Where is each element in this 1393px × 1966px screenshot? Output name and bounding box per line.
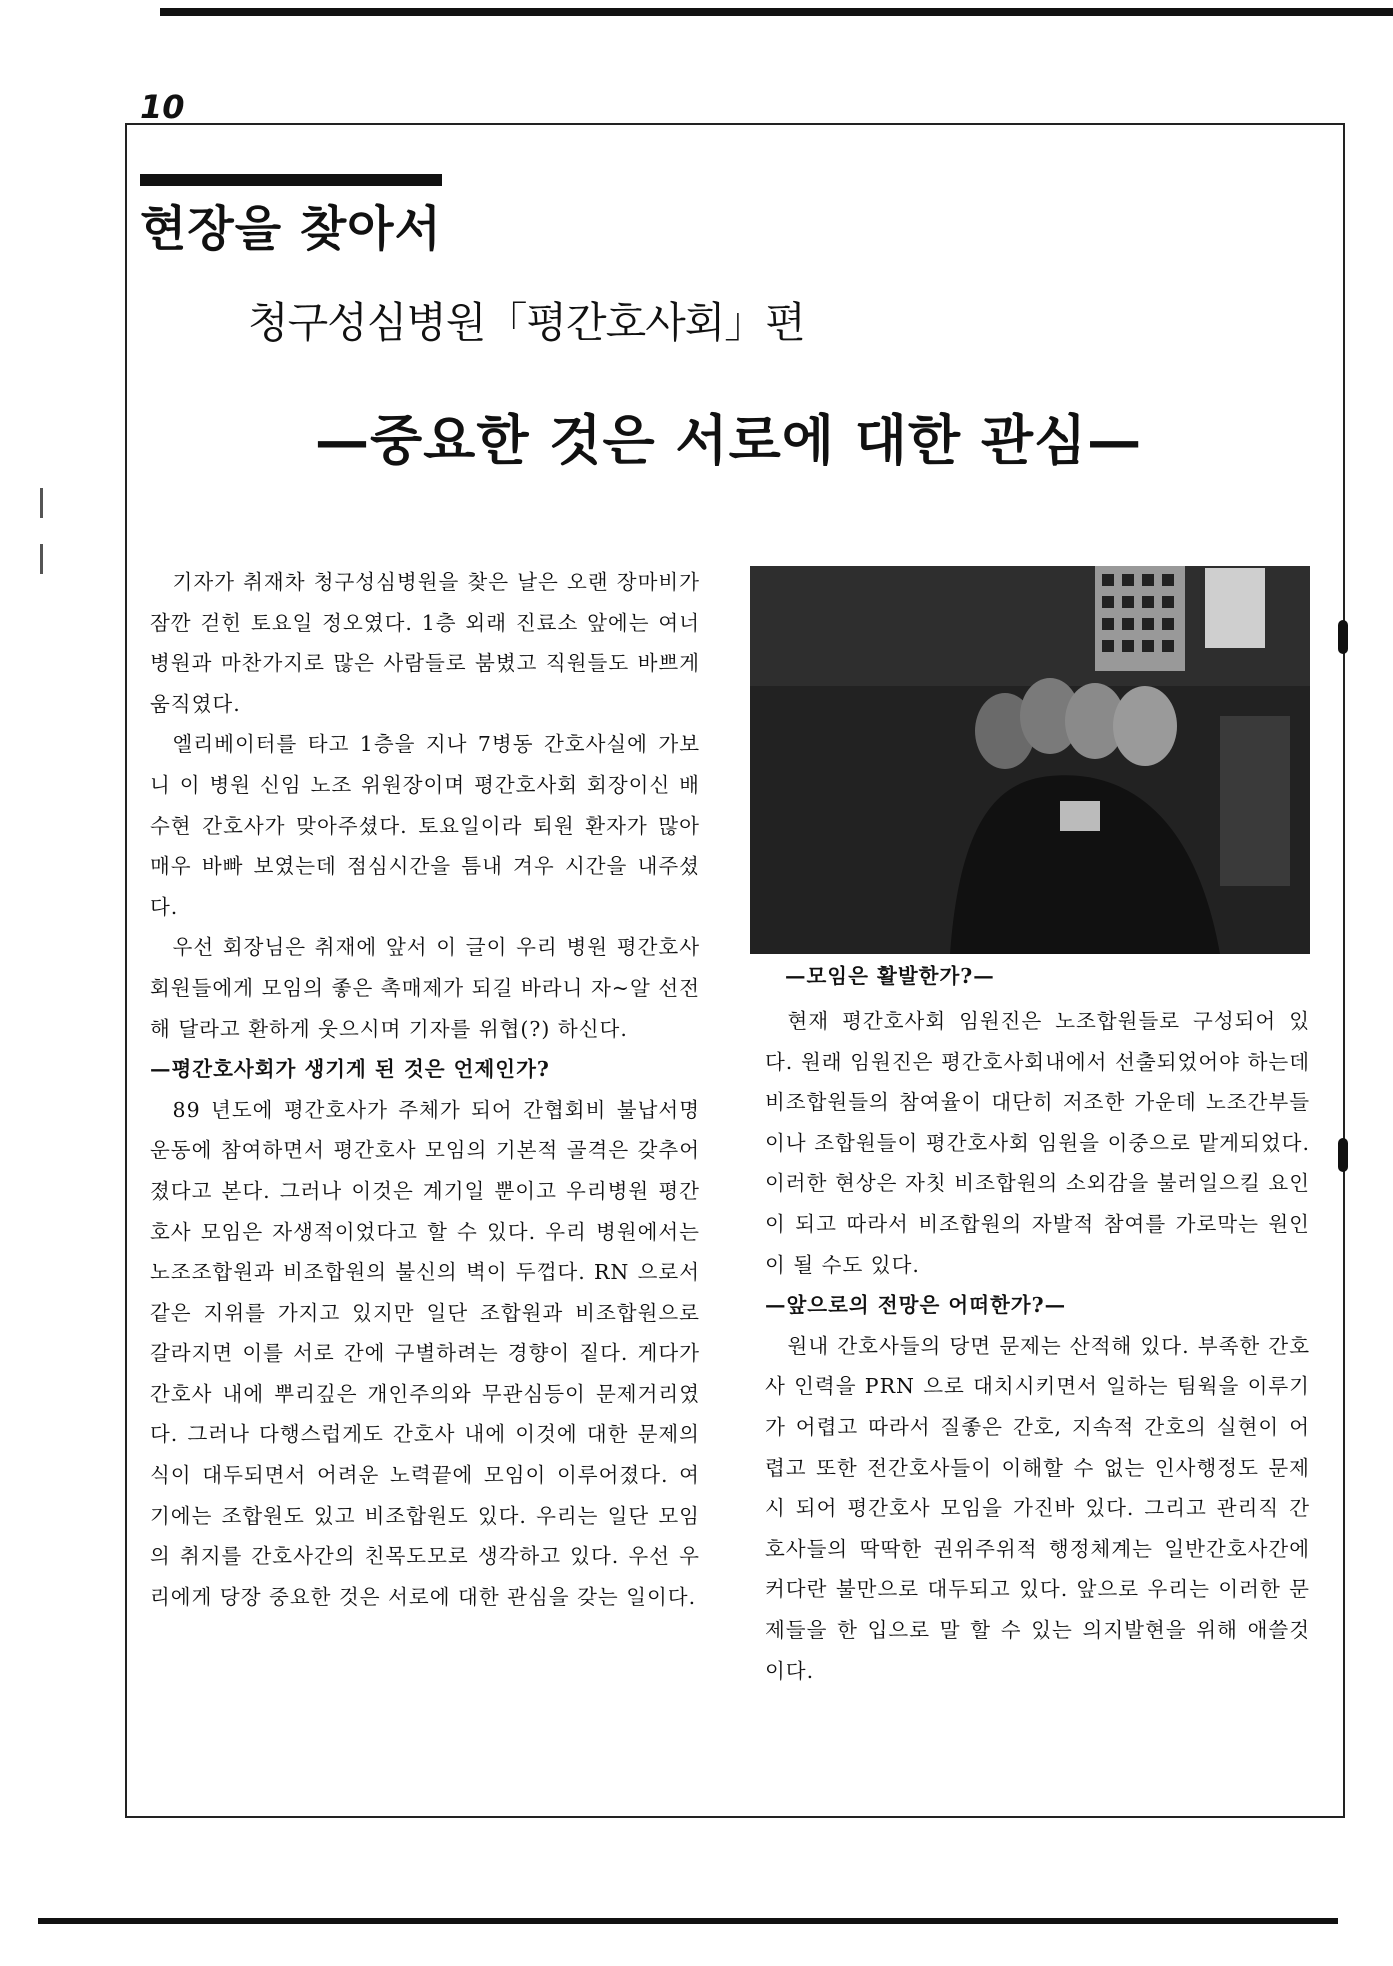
left-column xyxy=(150,562,700,1617)
photo-illustration xyxy=(750,566,1310,954)
answer-paragraph: 89 년도에 평간호사가 주체가 되어 간협회비 불납서명운동에 참여하면서 평간호사 모임의 기본적 골격은 갖추어졌다고 본다. 그러나 이것은 계기일 뿐이고 우리병원 평간호사 모임은 자생적이었다고 할 수 있다. 우리 병원에서는 노조조합원과 비조합원의 불신의 벽이 두껍다. RN 으로서 같은 지위를 가지고 있지만 일단 조합원과 비조합원으로 갈라지면 이를 서로 간에 구별하려는 경향이 짙다. 게다가 간호사 내에 뿌리깊은 개인주의와 무관심등이 문제거리였다. 그러나 다행스럽게도 간호사 내에 이것에 대한 문제의식이 대두되면서 어려운 노력끝에 모임이 이루어졌다. 여기에는 조합원도 있고 비조합원도 있다. 우리는 일단 모임의 취지를 간호사간의 친목도모로 생각하고 있다. 우선 우리에게 당장 중요한 것은 서로에 대한 관심을 갖는 일이다. xyxy=(150,1097,700,1609)
bottom-rule xyxy=(38,1918,1338,1924)
article-subtitle: 청구성심병원「평간호사회」편 xyxy=(248,298,805,347)
question-heading: —평간호사회가 생기게 된 것은 언제인가? xyxy=(150,1057,550,1082)
group-photo xyxy=(750,566,1310,954)
question-heading: —모임은 활발한가?— xyxy=(785,964,995,988)
intro-paragraph: 엘리베이터를 타고 1층을 지나 7병동 간호사실에 가보니 이 병원 신임 노조 위원장이며 평간호사회 회장이신 배수현 간호사가 맞아주셨다. 토요일이라 퇴원 환자가 많아 매우 바빠 보였는데 점심시간을 틈내 겨우 시간을 내주셨다. xyxy=(150,732,700,919)
top-rule xyxy=(160,8,1393,16)
intro-paragraph: 우선 회장님은 취재에 앞서 이 글이 우리 병원 평간호사회원들에게 모임의 좋은 촉매제가 되길 바라니 자~알 선전해 달라고 환하게 웃으시며 기자를 위협(?) 하신다. xyxy=(150,935,700,1041)
intro-paragraph: 기자가 취재차 청구성심병원을 찾은 날은 오랜 장마비가 잠깐 걷힌 토요일 정오였다. 1층 외래 진료소 앞에는 여너 병원과 마찬가지로 많은 사람들로 붐볐고 직원들도 바쁘게 움직였다. xyxy=(150,570,700,716)
question-heading: —앞으로의 전망은 어떠한가?— xyxy=(765,1293,1067,1318)
binding-mark xyxy=(1338,1138,1348,1172)
binding-mark xyxy=(1338,620,1348,654)
margin-mark xyxy=(40,544,43,574)
right-column xyxy=(765,1001,1310,1691)
section-bar xyxy=(140,174,442,186)
section-title: 현장을 찾아서 xyxy=(140,201,442,257)
answer-paragraph: 현재 평간호사회 임원진은 노조합원들로 구성되어 있다. 원래 임원진은 평간호사회내에서 선출되었어야 하는데 비조합원들의 참여율이 대단히 저조한 가운데 노조간부들이나 조합원들이 평간호사회 임원을 이중으로 맡게되었다. 이러한 현상은 자칫 비조합원의 소외감을 불러일으킬 요인이 되고 따라서 비조합원의 자발적 참여를 가로막는 원인이 될 수도 있다. xyxy=(765,1009,1310,1277)
answer-paragraph: 원내 간호사들의 당면 문제는 산적해 있다. 부족한 간호사 인력을 PRN 으로 대치시키면서 일하는 팀웍을 이루기가 어렵고 따라서 질좋은 간호, 지속적 간호의 실현이 어렵고 또한 전간호사들이 이해할 수 없는 인사행정도 문제시 되어 평간호사 모임을 가진바 있다. 그리고 관리직 간호사들의 딱딱한 권위주위적 행정체계는 일반간호사간에 커다란 불만으로 대두되고 있다. 앞으로 우리는 이러한 문제들을 한 입으로 말 할 수 있는 의지발현을 위해 애쓸것이다. xyxy=(765,1333,1310,1683)
page-number: 10 xyxy=(140,88,185,126)
margin-mark xyxy=(40,488,43,518)
article-headline: —중요한 것은 서로에 대한 관심— xyxy=(315,408,1143,472)
